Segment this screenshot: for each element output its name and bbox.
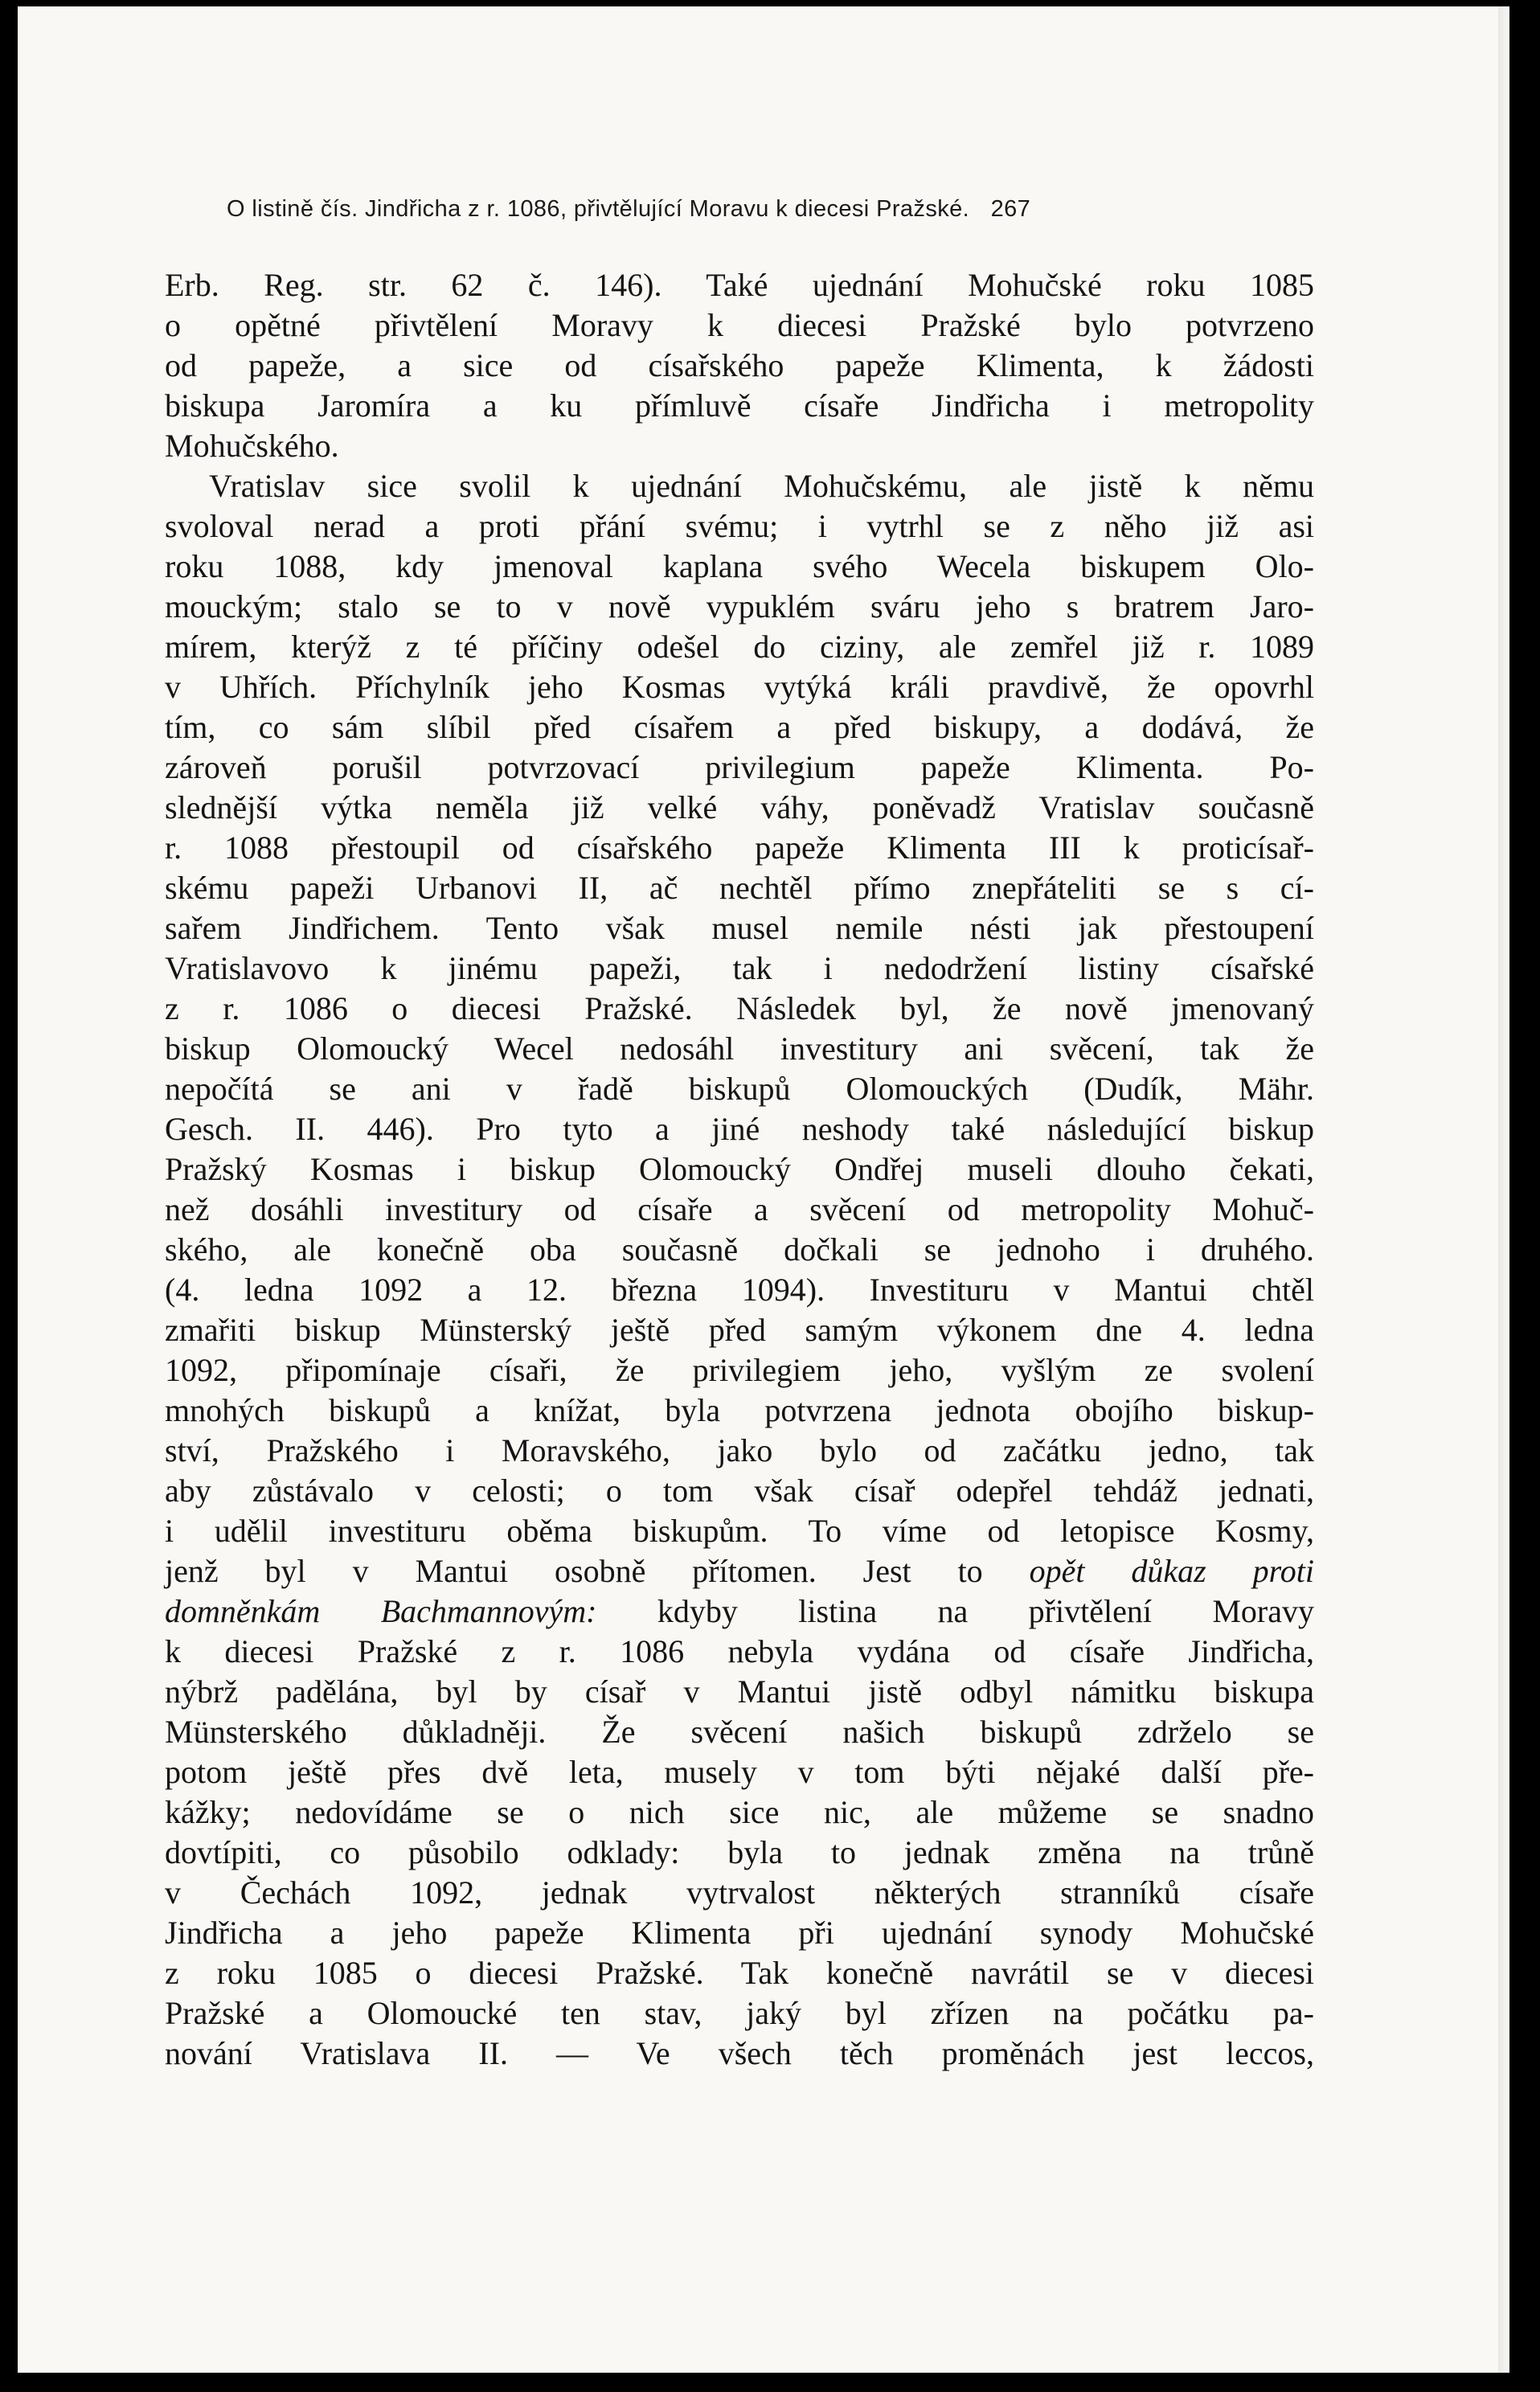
- running-header: [227, 196, 1304, 223]
- text-line-25: ského, ale konečně oba současně dočkali se jednoho i druhého.: [165, 1231, 1314, 1268]
- text-line-17: sařem Jindřichem. Tento však musel nemile nésti jak přestoupení: [165, 910, 1314, 946]
- text-line-23: Pražský Kosmas i biskup Olomoucký Ondřej museli dlouho čekati,: [165, 1151, 1314, 1187]
- text-line-45: nování Vratislava II. — Ve všech těch proměnách jest leccos,: [165, 2035, 1314, 2071]
- text-line-34-italic: domněnkám Bachmannovým:: [165, 1593, 597, 1629]
- text-line-43: z roku 1085 o diecesi Pražské. Tak konečně navrátil se v diecesi: [165, 1955, 1314, 1991]
- text-line-21: nepočítá se ani v řadě biskupů Olomouckých (Dudík, Mähr.: [165, 1071, 1314, 1107]
- text-line-31: aby zůstávalo v celosti; o tom však císař odepřel tehdáž jednati,: [165, 1472, 1314, 1509]
- text-line-4: biskupa Jaromíra a ku přímluvě císaře Jindřicha i metropolity: [165, 387, 1314, 424]
- text-line-42: Jindřicha a jeho papeže Klimenta při ujednání synody Mohučské: [165, 1915, 1314, 1951]
- text-line-6: Vratislav sice svolil k ujednání Mohučskému, ale jistě k němu: [209, 468, 1314, 504]
- text-line-11: v Uhřích. Příchylník jeho Kosmas vytýká králi pravdivě, že opovrhl: [165, 669, 1314, 705]
- text-line-44: Pražské a Olomoucké ten stav, jaký byl zřízen na počátku pa-: [165, 1995, 1314, 2031]
- text-line-37: Münsterského důkladněji. Že svěcení našich biskupů zdrželo se: [165, 1714, 1314, 1750]
- text-line-27: zmařiti biskup Münsterský ještě před samým výkonem dne 4. ledna: [165, 1312, 1314, 1348]
- text-line-34: [165, 1591, 1314, 1632]
- text-line-10: mírem, kterýž z té příčiny odešel do ciziny, ale zemřel již r. 1089: [165, 629, 1314, 665]
- text-line-19: z r. 1086 o diecesi Pražské. Následek byl, že nově jmenovaný: [165, 990, 1314, 1026]
- text-line-15: r. 1088 přestoupil od císařského papeže Klimenta III k proticísař-: [165, 829, 1314, 866]
- book-page: [18, 6, 1509, 2373]
- text-line-34-roman: kdyby listina na přivtělení Moravy: [596, 1593, 1314, 1629]
- text-line-13: zároveň porušil potvrzovací privilegium papeže Klimenta. Po-: [165, 749, 1314, 785]
- text-line-20: biskup Olomoucký Wecel nedosáhl investitury ani svěcení, tak že: [165, 1030, 1314, 1067]
- body-text: [165, 265, 1314, 2074]
- text-line-29: mnohých biskupů a knížat, byla potvrzena jednota obojího biskup-: [165, 1392, 1314, 1428]
- text-line-30: ství, Pražského i Moravského, jako bylo od začátku jedno, tak: [165, 1432, 1314, 1468]
- text-line-1: Erb. Reg. str. 62 č. 146). Také ujednání Mohučské roku 1085: [165, 267, 1314, 303]
- page-number: 267: [990, 196, 1031, 222]
- text-line-41: v Čechách 1092, jednak vytrvalost některých stranníků císaře: [165, 1874, 1314, 1911]
- text-line-7: svoloval nerad a proti přání svému; i vytrhl se z něho již asi: [165, 508, 1314, 544]
- text-line-5: Mohučského.: [165, 428, 339, 464]
- text-line-36: nýbrž padělána, byl by císař v Mantui jistě odbyl námitku biskupa: [165, 1673, 1314, 1710]
- text-line-3: od papeže, a sice od císařského papeže Klimenta, k žádosti: [165, 347, 1314, 383]
- text-line-16: skému papeži Urbanovi II, ač nechtěl přímo znepřáteliti se s cí-: [165, 870, 1314, 906]
- text-line-8: roku 1088, kdy jmenoval kaplana svého Wecela biskupem Olo-: [165, 548, 1314, 584]
- running-title: O listině čís. Jindřicha z r. 1086, přivtělující Moravu k diecesi Pražské.: [227, 196, 970, 222]
- text-line-38: potom ještě přes dvě leta, musely v tom býti nějaké další pře-: [165, 1754, 1314, 1790]
- text-line-32: i udělil investituru oběma biskupům. To víme od letopisce Kosmy,: [165, 1513, 1314, 1549]
- text-line-24: než dosáhli investitury od císaře a svěcení od metropolity Mohuč-: [165, 1191, 1314, 1227]
- text-line-9: mouckým; stalo se to v nově vypuklém sváru jeho s bratrem Jaro-: [165, 588, 1314, 625]
- text-line-35: k diecesi Pražské z r. 1086 nebyla vydána od císaře Jindřicha,: [165, 1633, 1314, 1669]
- text-line-33: [165, 1551, 1314, 1591]
- text-line-40: dovtípiti, co působilo odklady: byla to jednak změna na trůně: [165, 1834, 1314, 1870]
- text-line-33-roman: jenž byl v Mantui osobně přítomen. Jest to: [165, 1553, 1030, 1589]
- text-line-18: Vratislavovo k jinému papeži, tak i nedodržení listiny císařské: [165, 950, 1314, 986]
- text-line-14: slednější výtka neměla již velké váhy, poněvadž Vratislav současně: [165, 789, 1314, 825]
- text-line-22: Gesch. II. 446). Pro tyto a jiné neshody také následující biskup: [165, 1111, 1314, 1147]
- text-line-12: tím, co sám slíbil před císařem a před biskupy, a dodává, že: [165, 709, 1314, 745]
- text-line-39: kážky; nedovídáme se o nich sice nic, ale můžeme se snadno: [165, 1794, 1314, 1830]
- text-line-33-italic: opět důkaz proti: [1029, 1553, 1314, 1589]
- text-line-26: (4. ledna 1092 a 12. března 1094). Investituru v Mantui chtěl: [165, 1272, 1314, 1308]
- text-line-2: o opětné přivtělení Moravy k diecesi Pražské bylo potvrzeno: [165, 307, 1314, 343]
- page-edge-shadow: [1498, 6, 1509, 2373]
- text-line-28: 1092, připomínaje císaři, že privilegiem jeho, vyšlým ze svolení: [165, 1352, 1314, 1388]
